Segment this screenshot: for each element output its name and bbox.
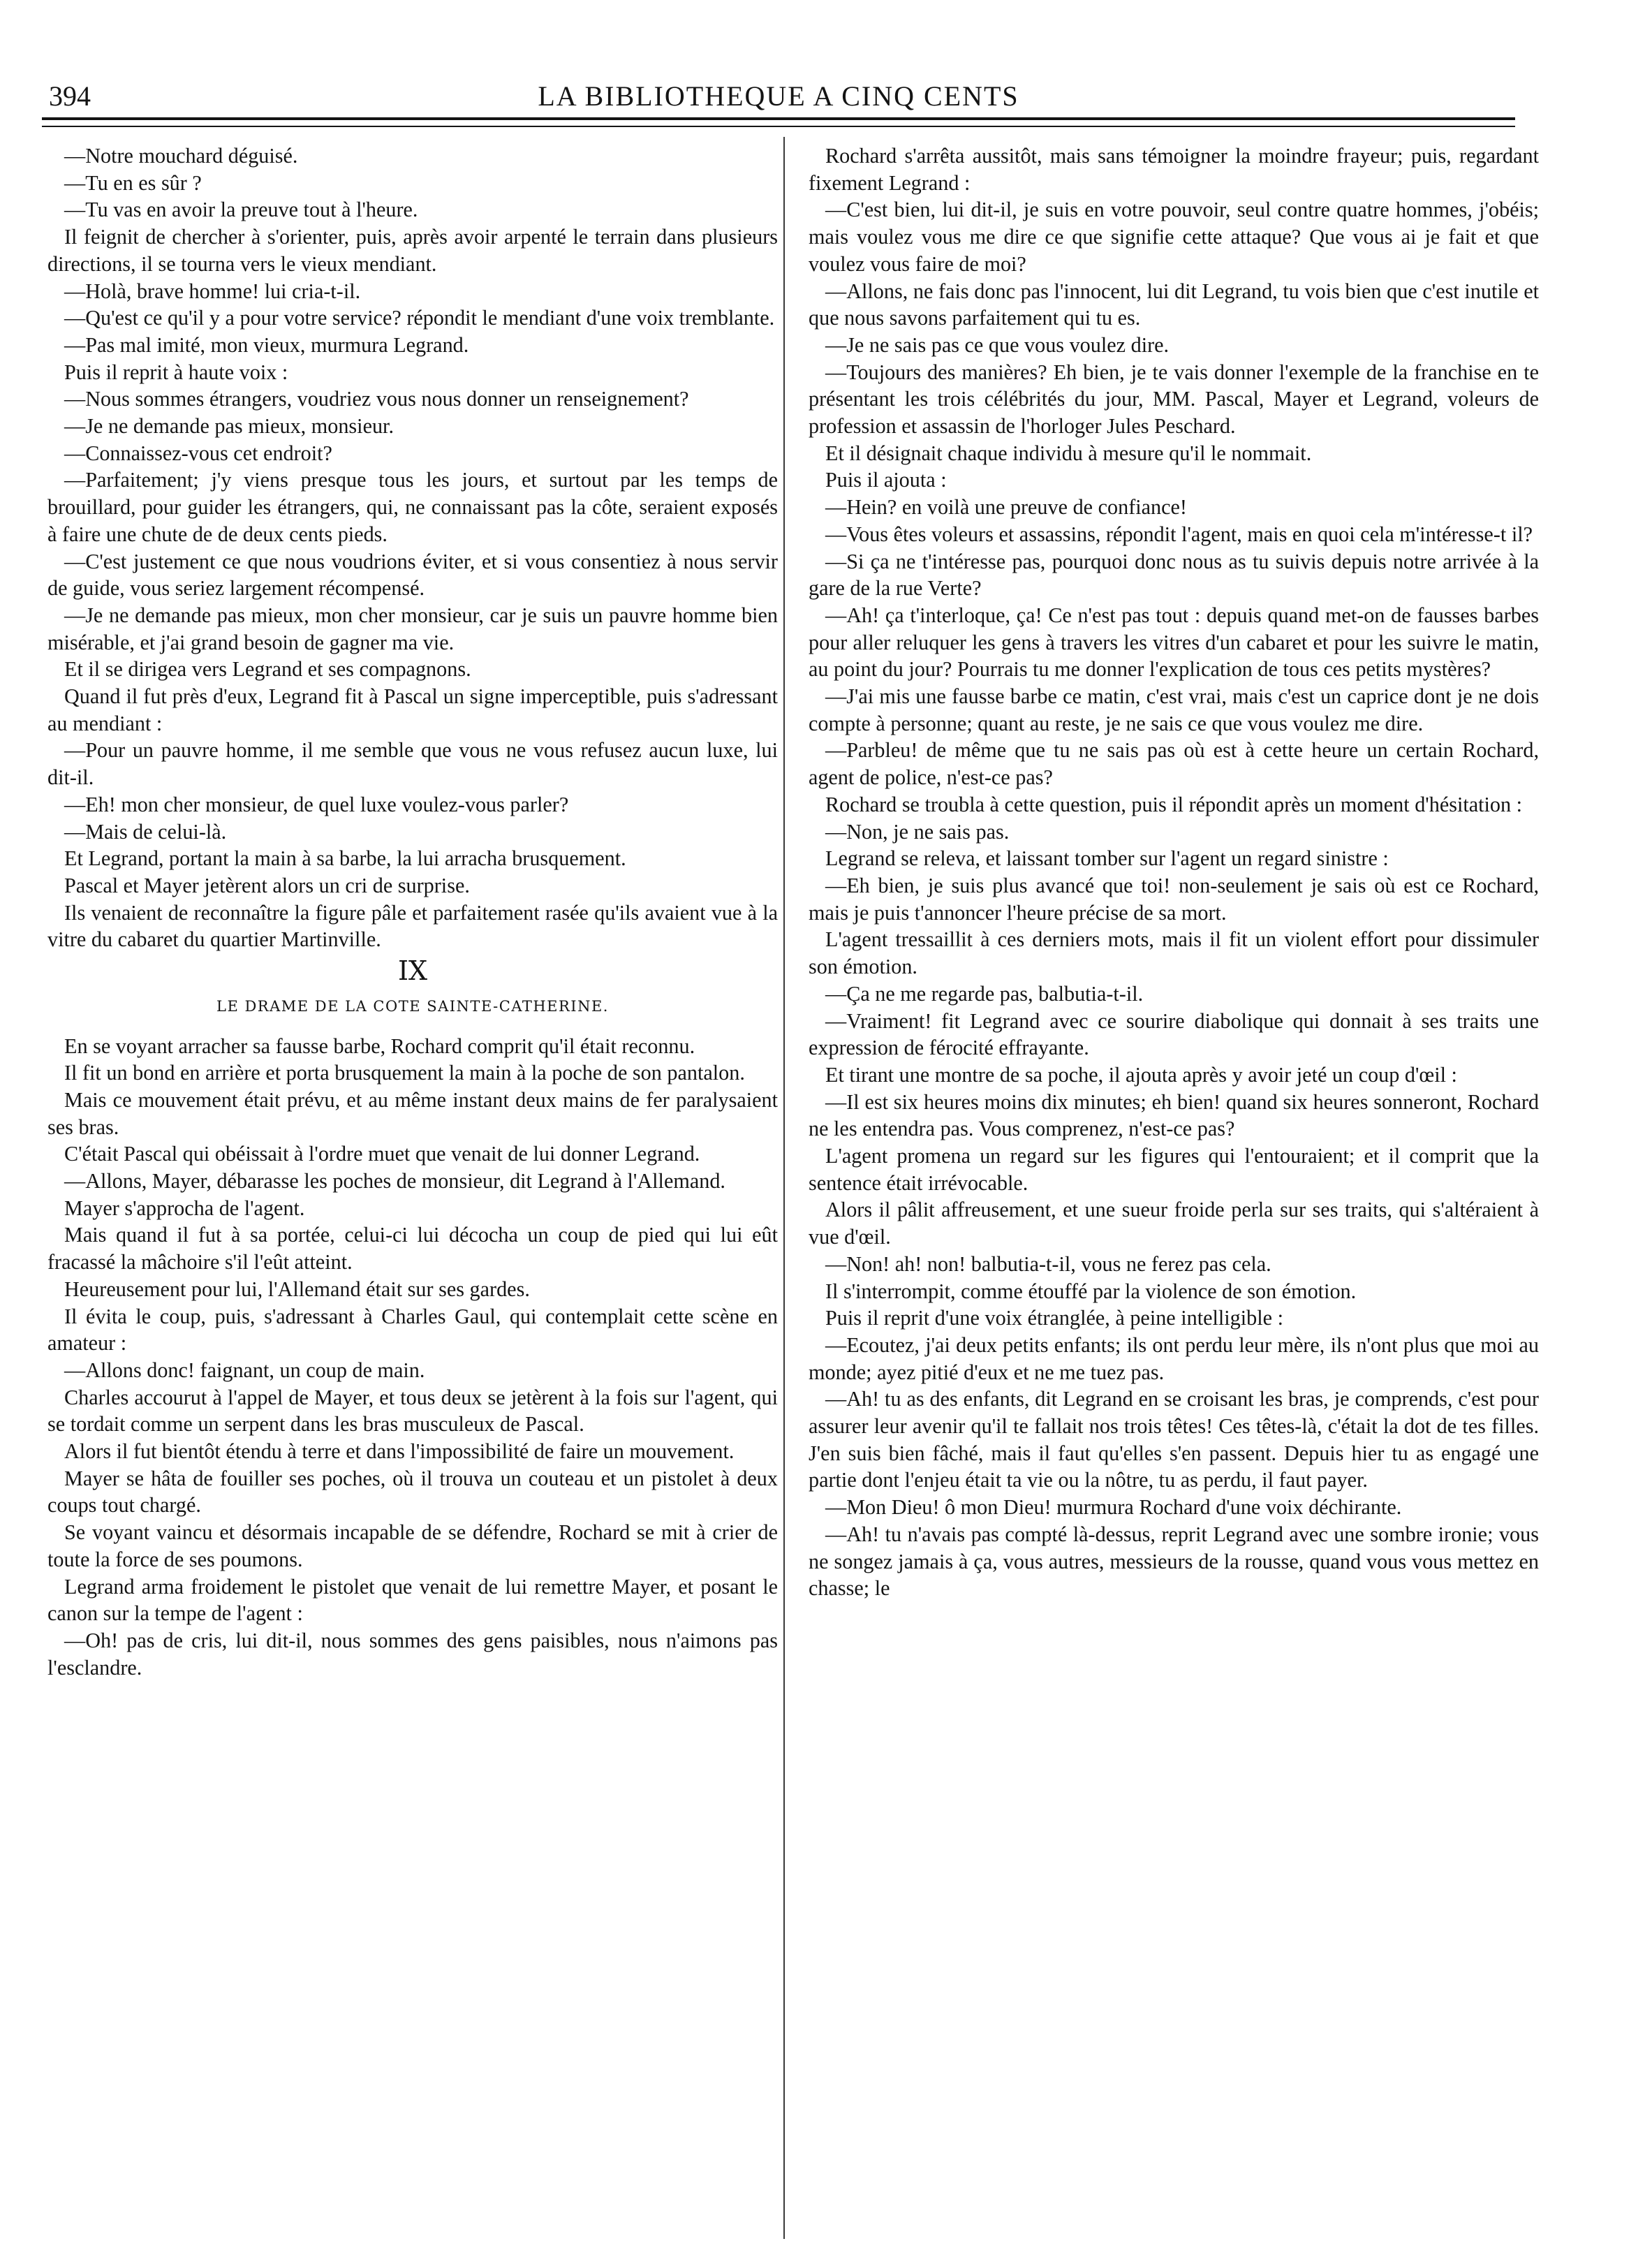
chapter-title: LE DRAME DE LA COTE SAINTE-CATHERINE. <box>216 997 609 1015</box>
paragraph: —Pas mal imité, mon vieux, murmura Legrand. <box>64 332 469 357</box>
paragraph: En se voyant arracher sa fausse barbe, Rochard comprit qu'il était reconnu. <box>64 1034 695 1058</box>
paragraph: Se voyant vaincu et désormais incapable de se défendre, Rochard se mit à crier de toute la force de ses poumons. <box>47 1520 778 1571</box>
paragraph: Rochard s'arrêta aussitôt, mais sans témoigner la moindre frayeur; puis, regardant fixement Legrand : <box>809 144 1539 195</box>
paragraph: Heureusement pour lui, l'Allemand était sur ses gardes. <box>64 1277 530 1301</box>
paragraph: Pascal et Mayer jetèrent alors un cri de surprise. <box>64 873 470 897</box>
paragraph: —Mon Dieu! ô mon Dieu! murmura Rochard d'une voix déchirante. <box>825 1495 1402 1520</box>
header-rule-thin <box>42 126 1515 127</box>
paragraph: —Toujours des manières? Eh bien, je te vais donner l'exemple de la franchise en te présentant les trois célébrités du jour, MM. Pascal, Mayer et Legrand, voleurs de profession et assassin de l'horloger Jules Peschard. <box>809 360 1539 439</box>
paragraph: —Allons, Mayer, débarasse les poches de monsieur, dit Legrand à l'Allemand. <box>64 1169 725 1193</box>
paragraph: —Allons, ne fais donc pas l'innocent, lui dit Legrand, tu vois bien que c'est inutile et que nous savons parfaitement qui tu es. <box>809 279 1539 330</box>
paragraph: —Je ne demande pas mieux, monsieur. <box>64 414 394 439</box>
paragraph: —Ecoutez, j'ai deux petits enfants; ils ont perdu leur mère, ils n'ont plus que moi au monde; ayez pitié d'eux et ne me tuez pas. <box>809 1332 1539 1384</box>
paragraph: Puis il ajouta : <box>825 468 947 492</box>
paragraph: —Eh! mon cher monsieur, de quel luxe voulez-vous parler? <box>64 792 569 816</box>
paragraph: —Nous sommes étrangers, voudriez vous nous donner un renseignement? <box>64 387 689 411</box>
paragraph: —Notre mouchard déguisé. <box>64 144 298 168</box>
column-separator <box>783 137 785 2239</box>
paragraph: L'agent promena un regard sur les figures qui l'entouraient; et il comprit que la sentence était irrévocable. <box>809 1144 1539 1195</box>
paragraph: —C'est bien, lui dit-il, je suis en votre pouvoir, seul contre quatre hommes, j'obéis; mais voulez vous me dire ce que signifie cette attaque? Que vous ai je fait et que voulez vous faire de moi? <box>809 198 1539 276</box>
paragraph: Legrand se releva, et laissant tomber sur l'agent un regard sinistre : <box>825 846 1389 871</box>
paragraph: —Il est six heures moins dix minutes; eh bien! quand six heures sonneront, Rochard ne les entendra pas. Vous comprenez, n'est-ce pas? <box>809 1089 1539 1141</box>
paragraph: —Ça ne me regarde pas, balbutia-t-il. <box>825 981 1144 1006</box>
paragraph: Et Legrand, portant la main à sa barbe, la lui arracha brusquement. <box>64 846 626 871</box>
left-column-text-before-chapter <box>47 142 778 953</box>
paragraph: —Qu'est ce qu'il y a pour votre service? répondit le mendiant d'une voix tremblante. <box>64 306 775 330</box>
paragraph: —Hein? en voilà une preuve de confiance! <box>825 495 1187 520</box>
paragraph: Legrand arma froidement le pistolet que venait de lui remettre Mayer, et posant le canon sur la tempe de l'agent : <box>47 1574 778 1626</box>
left-column <box>47 142 778 1681</box>
left-column-text-after-chapter <box>47 1033 778 1682</box>
page-number: 394 <box>49 80 91 112</box>
paragraph: —Tu vas en avoir la preuve tout à l'heure. <box>64 198 418 222</box>
paragraph: Alors il pâlit affreusement, et une sueur froide perla sur ses traits, qui s'altéraient à vue d'œil. <box>809 1198 1539 1249</box>
paragraph: —Vous êtes voleurs et assassins, répondit l'agent, mais en quoi cela m'intéresse-t il? <box>825 522 1533 546</box>
paragraph: Charles accourut à l'appel de Mayer, et tous deux se jetèrent à la fois sur l'agent, qui se tordait comme un serpent dans les bras musculeux de Pascal. <box>47 1385 778 1437</box>
paragraph: Il fit un bond en arrière et porta brusquement la main à la poche de son pantalon. <box>64 1061 745 1085</box>
paragraph: Il évita le coup, puis, s'adressant à Charles Gaul, qui contemplait cette scène en amateur : <box>47 1304 778 1356</box>
paragraph: —Tu en es sûr ? <box>64 170 202 195</box>
paragraph: Et tirant une montre de sa poche, il ajouta après y avoir jeté un coup d'œil : <box>825 1062 1457 1087</box>
paragraph: Ils venaient de reconnaître la figure pâle et parfaitement rasée qu'ils avaient vue à la vitre du cabaret du quartier Martinville. <box>47 900 778 952</box>
paragraph: Mais quand il fut à sa portée, celui-ci lui décocha un coup de pied qui lui eût fracassé la mâchoire s'il l'eût atteint. <box>47 1223 778 1275</box>
paragraph: Mayer s'approcha de l'agent. <box>64 1196 305 1220</box>
paragraph: —Non, je ne sais pas. <box>825 819 1010 844</box>
paragraph: Puis il reprit d'une voix étranglée, à peine intelligible : <box>825 1306 1283 1330</box>
running-title: LA BIBLIOTHEQUE A CINQ CENTS <box>538 80 1019 112</box>
paragraph: —Allons donc! faignant, un coup de main. <box>64 1358 425 1382</box>
paragraph: Mayer se hâta de fouiller ses poches, où il trouva un couteau et un pistolet à deux coups tout chargé. <box>47 1466 778 1518</box>
paragraph: —Pour un pauvre homme, il me semble que vous ne vous refusez aucun luxe, lui dit-il. <box>47 738 778 790</box>
paragraph: Et il désignait chaque individu à mesure qu'il le nommait. <box>825 441 1312 465</box>
paragraph: —Ah! tu as des enfants, dit Legrand en se croisant les bras, je comprends, c'est pour assurer leur avenir qu'il te fallait nos trois têtes! Ces têtes-là, c'était la dot de tes filles. J'en suis bien fâché, mais il faut qu'elles s'en passent. Depuis hier tu as engagé une partie dont l'enjeu était ta vie ou la nôtre, tu as perdu, il faut payer. <box>809 1387 1539 1492</box>
paragraph: —Parbleu! de même que tu ne sais pas où est à cette heure un certain Rochard, agent de police, n'est-ce pas? <box>809 738 1539 790</box>
paragraph: Il feignit de chercher à s'orienter, puis, après avoir arpenté le terrain dans plusieurs directions, il se tourna vers le vieux mendiant. <box>47 225 778 276</box>
paragraph: —Mais de celui-là. <box>64 819 227 844</box>
paragraph: —Parfaitement; j'y viens presque tous les jours, et surtout par les temps de brouillard, pour guider les étrangers, qui, ne connaissant pas la côte, seraient exposés à faire une chute de de deux cents pieds. <box>47 468 778 546</box>
paragraph: Quand il fut près d'eux, Legrand fit à Pascal un signe imperceptible, puis s'adressant au mendiant : <box>47 684 778 735</box>
paragraph: —Non! ah! non! balbutia-t-il, vous ne ferez pas cela. <box>825 1251 1271 1276</box>
paragraph: —Vraiment! fit Legrand avec ce sourire diabolique qui donnait à ses traits une expression de férocité effrayante. <box>809 1008 1539 1060</box>
header-rule-thick <box>42 117 1515 120</box>
paragraph: —J'ai mis une fausse barbe ce matin, c'est vrai, mais c'est un caprice dont je ne dois compte à personne; quant au reste, je ne sais ce que vous voulez me dire. <box>809 684 1539 735</box>
paragraph: —Si ça ne t'intéresse pas, pourquoi donc nous as tu suivis depuis notre arrivée à la gare de la rue Verte? <box>809 549 1539 601</box>
paragraph: —Eh bien, je suis plus avancé que toi! non-seulement je sais où est ce Rochard, mais je puis t'annoncer l'heure précise de sa mort. <box>809 873 1539 925</box>
page-header <box>42 67 1515 116</box>
paragraph: Il s'interrompit, comme étouffé par la violence de son émotion. <box>825 1279 1357 1303</box>
right-column <box>809 142 1539 1602</box>
paragraph: —Je ne sais pas ce que vous voulez dire. <box>825 332 1170 357</box>
paragraph: L'agent tressaillit à ces derniers mots, mais il fit un violent effort pour dissimuler son émotion. <box>809 927 1539 979</box>
paragraph: Mais ce mouvement était prévu, et au même instant deux mains de fer paralysaient ses bras. <box>47 1087 778 1139</box>
right-column-text <box>809 142 1539 1602</box>
paragraph: —Holà, brave homme! lui cria-t-il. <box>64 279 361 303</box>
paragraph: —C'est justement ce que nous voudrions éviter, et si vous consentiez à nous servir de guide, vous seriez largement récompensé. <box>47 549 778 601</box>
paragraph: Rochard se troubla à cette question, puis il répondit après un moment d'hésitation : <box>825 792 1523 816</box>
paragraph: —Oh! pas de cris, lui dit-il, nous sommes des gens paisibles, nous n'aimons pas l'esclandre. <box>47 1628 778 1680</box>
paragraph: —Ah! ça t'interloque, ça! Ce n'est pas tout : depuis quand met-on de fausses barbes pour aller reluquer les gens à travers les vitres d'un cabaret et pour les suivre le matin, au point du jour? Pourrais tu me donner l'explication de tous ces petits mystères? <box>809 603 1539 682</box>
paragraph: Puis il reprit à haute voix : <box>64 360 288 384</box>
paragraph: —Je ne demande pas mieux, mon cher monsieur, car je suis un pauvre homme bien misérable, et j'ai grand besoin de gagner ma vie. <box>47 603 778 654</box>
chapter-number: IX <box>397 955 428 987</box>
paragraph: —Connaissez-vous cet endroit? <box>64 441 332 465</box>
paragraph: Alors il fut bientôt étendu à terre et dans l'impossibilité de faire un mouvement. <box>64 1439 735 1464</box>
paragraph: —Ah! tu n'avais pas compté là-dessus, reprit Legrand avec une sombre ironie; vous ne songez jamais à ça, vous autres, messieurs de la rousse, quand vous vous mettez en chasse; le <box>809 1522 1539 1601</box>
paragraph: C'était Pascal qui obéissait à l'ordre muet que venait de lui donner Legrand. <box>64 1142 700 1166</box>
paragraph: Et il se dirigea vers Legrand et ses compagnons. <box>64 657 471 682</box>
